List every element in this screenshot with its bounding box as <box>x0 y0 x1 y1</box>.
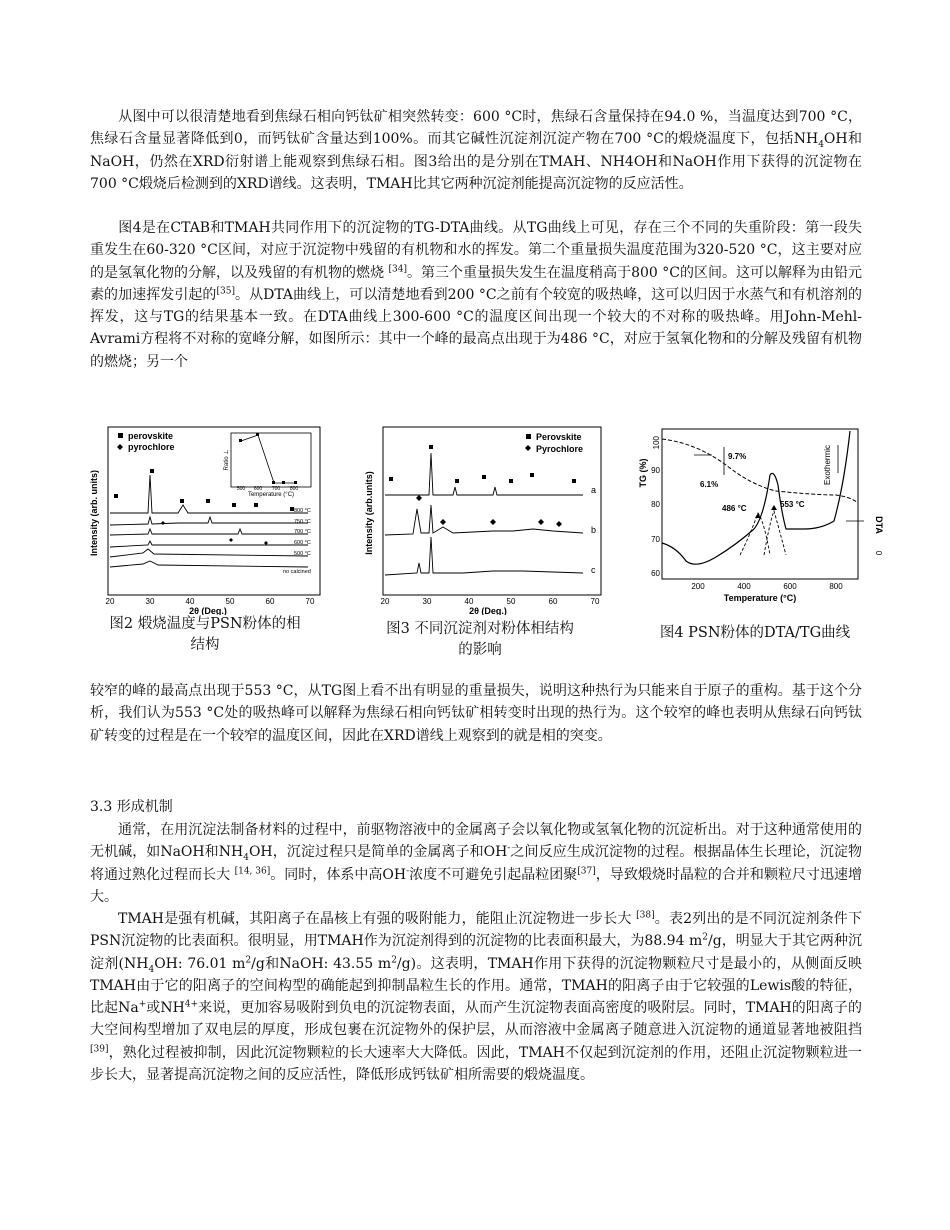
svg-text:70: 70 <box>590 597 600 606</box>
svg-text:60: 60 <box>651 569 660 578</box>
svg-text:40: 40 <box>464 597 474 606</box>
svg-text:b: b <box>591 525 597 535</box>
section-heading-3-3: 3.3 形成机制 <box>90 799 173 815</box>
fig4-caption: 图4 PSN粉体的DTA/TG曲线 <box>659 625 851 641</box>
svg-text:800: 800 <box>829 582 843 591</box>
paragraph-5: TMAH是强有机碱，其阳离子在晶核上有强的吸附能力，能阻止沉淀物进一步长大 [38]。表2列出的是不同沉淀剂条件下PSN沉淀物的比表面积。很明显，用TMAH作为沉淀剂得到的沉淀物的比表面积最大，为88.94 $m^2/g$，明显大于其它两种沉淀剂($NH_4OH$: 76.01 $m^2/g$和NaOH: 43.55 $m^2/g$)。这表明，TMAH作用下获得的沉淀物颗粒尺寸是最小的，从侧面反映TMAH由于它的阳离子的空间构型的确能起到抑制晶粒生长的作用。通常，TMAH的阳离子由于它较强的Lewis酸的特征，比起Na+或$NH^{4+}$来说，更加容易吸附到负电的沉淀物表面，从而产生沉淀物表面高密度的吸附层。同时，TMAH的阳离子的大空间构型增加了双电层的厚度，形成包裹在沉淀物外的保护层，从而溶液中金属离子随意进入沉淀物的通道显著地被阻挡 [39]，熟化过程被抑制，因此沉淀物颗粒的长大速率大大降低。因此，TMAH不仅起到沉淀剂的作用，还阻止沉淀物颗粒进一步长大，显著提高沉淀物之间的反应活性，降低形成钙钛矿相所需要的煅烧温度。 <box>90 910 862 1084</box>
svg-text:20: 20 <box>105 597 115 606</box>
svg-text:600: 600 <box>253 486 263 492</box>
fig4-annot-486: 486 °C <box>722 504 747 513</box>
fig4-ylabel: TG (%) <box>638 458 648 488</box>
fig2-legend-perovskite: perovskite <box>128 431 174 441</box>
fig2-ylabel: Intensity (arb. units) <box>89 469 99 557</box>
svg-text:90: 90 <box>651 466 660 475</box>
svg-text:a: a <box>591 485 597 495</box>
svg-text:800 °C: 800 °C <box>294 508 311 514</box>
fig3-xlabel: 2θ (Deg.) <box>469 606 507 615</box>
fig4-exothermic: Exothermic <box>823 444 832 486</box>
svg-text:600 °C: 600 °C <box>294 540 311 546</box>
svg-text:50: 50 <box>225 597 235 606</box>
fig4-xlabel: Temperature (°C) <box>723 593 797 603</box>
svg-text:30: 30 <box>145 597 155 606</box>
svg-text:600: 600 <box>783 582 797 591</box>
fig2-caption: 图2 煅烧温度与PSN粉体的相 结构 <box>109 616 301 653</box>
svg-text:no calcined: no calcined <box>283 569 311 575</box>
svg-text:200: 200 <box>691 582 705 591</box>
fig2-legend-pyrochlore: pyrochlore <box>128 442 175 452</box>
fig3-legend-perovskite: Perovskite <box>536 432 582 442</box>
svg-text:750 °C: 750 °C <box>294 519 311 525</box>
svg-text:60: 60 <box>548 597 558 606</box>
figure-4-dta-tg <box>636 425 886 605</box>
fig4-dta-label: DTA <box>874 516 884 534</box>
svg-text:500 °C: 500 °C <box>294 551 311 557</box>
svg-text:70: 70 <box>651 535 660 544</box>
svg-text:100: 100 <box>652 436 661 450</box>
svg-text:400: 400 <box>737 582 751 591</box>
fig2-inset-xlabel: Temperature (°C) <box>247 492 295 498</box>
fig2-xlabel: 2θ (Deg.) <box>189 606 227 615</box>
svg-text:50: 50 <box>506 597 516 606</box>
figure-2-xrd-calcination <box>88 425 324 615</box>
svg-text:70: 70 <box>305 597 315 606</box>
fig2-inset-ylabel: Ratio ⊥ <box>224 449 230 471</box>
figure-3-xrd-precipitants <box>363 425 605 615</box>
fig3-ylabel: Intensity (arb.units) <box>364 471 374 555</box>
svg-text:0: 0 <box>874 550 883 556</box>
svg-text:700 °C: 700 °C <box>294 529 311 535</box>
svg-text:500: 500 <box>236 486 246 492</box>
svg-text:30: 30 <box>422 597 432 606</box>
fig4-annot-553: 553 °C <box>780 500 805 509</box>
paragraph-4: 通常，在用沉淀法制备材料的过程中，前驱物溶液中的金属离子会以氧化物或氢氧化物的沉淀析出。对于这种通常使用的无机碱，如NaOH和$NH_4OH$，沉淀过程只是简单的金属离子和OH-之间反应生成沉淀物的过程。根据晶体生长理论，沉淀物将通过熟化过程而长大 [14, 36]。同时，体系中高OH-浓度不可避免引起晶粒团聚[37]，导致煅烧时晶粒的合并和颗粒尺寸迅速增大。 <box>90 822 863 905</box>
svg-text:800: 800 <box>289 486 299 492</box>
svg-text:40: 40 <box>185 597 195 606</box>
paragraph-2: 图4是在CTAB和TMAH共同作用下的沉淀物的TG-DTA曲线。从TG曲线上可见，存在三个不同的失重阶段：第一段失重发生在60-320 °C区间，对应于沉淀物中残留的有机物和水的挥发。第二个重量损失温度范围为320-520 °C，这主要对应的是氢氧化物的分解，以及残留的有机物的燃烧 [34]。第三个重量损失发生在温度稍高于800 °C的区间。这可以解释为由铅元素的加速挥发引起的[35]。从DTA曲线上，可以清楚地看到200 °C之前有个较宽的吸热峰，这可以归因于水蒸气和有机溶剂的挥发，这与TG的结果基本一致。在DTA曲线上300-600 °C的温度区间出现一个较大的不对称的吸热峰。用John-Mehl-Avrami方程将不对称的宽峰分解，如图所示：其中一个峰的最高点出现于为486 °C，对应于氢氧化物和的分解及残留有机物的燃烧；另一个 <box>90 220 862 370</box>
fig4-annot-9.7: 9.7% <box>728 452 747 461</box>
svg-text:60: 60 <box>265 597 275 606</box>
svg-text:80: 80 <box>651 500 660 509</box>
svg-text:c: c <box>591 565 596 575</box>
fig3-legend-pyrochlore: Pyrochlore <box>536 444 584 454</box>
svg-text:700: 700 <box>271 486 281 492</box>
svg-text:20: 20 <box>380 597 390 606</box>
paragraph-1: 从图中可以很清楚地看到焦绿石相向钙钛矿相突然转变：600 °C时，焦绿石含量保持在94.0 %，当温度达到700 °C，焦绿石含量显著降低到0，而钙钛矿含量达到100%。而其它碱性沉淀剂沉淀产物在700 °C的煅烧温度下，包括$NH_4OH$和NaOH，仍然在XRD衍射谱上能观察到焦绿石相。图3给出的是分别在TMAH、NH4OH和NaOH作用下获得的沉淀物在700 °C煅烧后检测到的XRD谱线。这表明，TMAH比其它两种沉淀剂能提高沉淀物的反应活性。 <box>90 109 862 192</box>
fig4-annot-6.1: 6.1% <box>700 480 719 489</box>
paragraph-3: 较窄的峰的最高点出现于553 °C，从TG图上看不出有明显的重量损失，说明这种热行为只能来自于原子的重构。基于这个分析，我们认为553 °C处的吸热峰可以解释为焦绿石相向钙钛矿相转变时出现的热行为。这个较窄的峰也表明从焦绿石向钙钛矿转变的过程是在一个较窄的温度区间，因此在XRD谱线上观察到的就是相的突变。 <box>90 683 862 744</box>
fig3-caption: 图3 不同沉淀剂对粉体相结构 的影响 <box>386 621 574 658</box>
